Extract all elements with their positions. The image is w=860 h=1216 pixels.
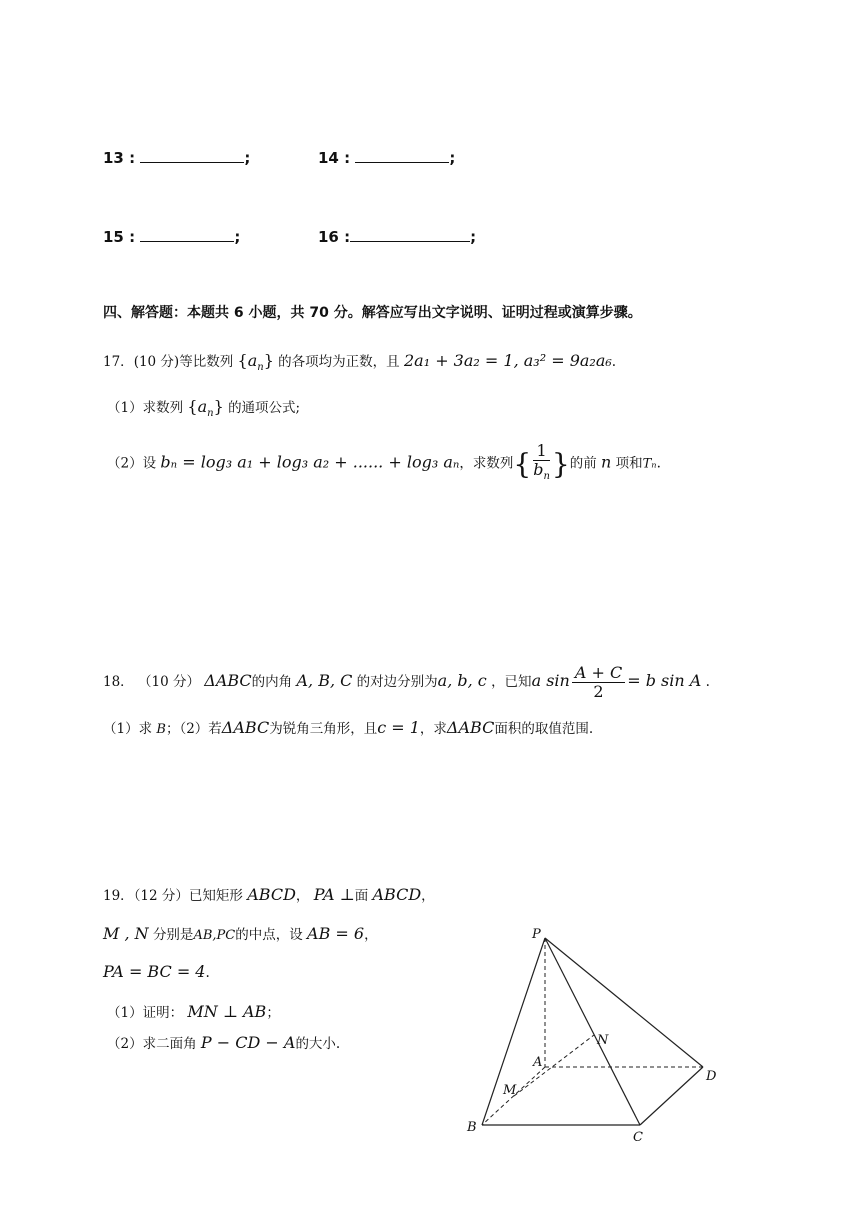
q18-eq-right: = b sin A [627,671,702,690]
segment-MN [514,1035,594,1096]
label-P: P [532,927,541,942]
label-N: N [597,1033,609,1048]
q19-line2-b: 分别是 [152,927,194,943]
q18-part2-a: （2）若 [179,721,222,737]
q19-part1-end: ； [266,1005,280,1021]
edge-PC [545,938,640,1125]
q19-part2-c: 的大小. [295,1036,341,1052]
q17-reciprocal-fraction [533,442,550,486]
q19-part2-b: P − CD − A [200,1033,296,1052]
q18-number: 18． [103,674,134,690]
edge-CD [640,1067,703,1125]
q18-triangle: ΔABC [204,671,252,690]
section-four-heading: 四、解答题：本题共 6 小题，共 70 分。解答应写出文字说明、证明过程或演算步骤。 [103,305,642,321]
blank-13-label: 13 : [103,149,136,167]
label-A: A [533,1055,543,1070]
q19-comma-2: ， [421,888,435,904]
q19-part2 [107,1032,340,1052]
answer-line-16[interactable] [350,225,470,242]
q17-part1-seq-symbol: $\{a_n\}$ [187,397,224,420]
q19-rect-2: ABCD [372,885,422,904]
q17-left-brace: { [513,447,532,481]
blank-14-label: 14 : [318,149,351,167]
q17-part2-d: 项和 [615,455,643,472]
q19-line2 [103,923,378,943]
q17-part2-label: （2） [107,455,143,472]
blank-15-terminator: ; [234,228,241,246]
q17-part2-c: 的前 [569,455,597,472]
q17-stem-a: 等比数列 [179,354,234,370]
q18-points: （10 分） [137,674,200,690]
q18-parts [103,717,593,737]
q18-stem [103,664,710,701]
q17-part2-T: Tₙ [642,456,657,472]
q17-part2-formula: bₙ = log₃ a₁ + log₃ a₂ + ...... + log₃ aₙ [160,452,460,472]
q19-line2-comma: ， [364,927,378,943]
q19-line2-c: AB,PC [193,928,236,943]
q17-number: 17． [103,354,134,370]
q17-period: . [611,354,617,370]
q17-part1-label: （1） [107,400,143,416]
blank-14-terminator: ; [449,149,456,167]
answer-line-13[interactable] [140,146,244,163]
q19-stem [103,884,435,904]
answer-line-15[interactable] [140,225,234,242]
q18-eq-left: a sin [531,671,570,690]
q18-part2-d: ，求 [419,721,447,737]
q18-part2-triangle: ΔABC [221,718,270,737]
q17-part2-b: ，求数列 [459,455,514,472]
blank-13 [103,146,250,167]
q17-part2-n: n [601,452,612,472]
q19-points-MN: M , N [103,924,149,943]
label-D: D [706,1069,717,1084]
q17-stem-b: 的各项均为正数，且 [278,354,400,370]
edge-PD [545,938,703,1067]
q17-right-brace: } [551,447,570,481]
q17-part1-b: 的通项公式; [228,400,301,416]
q19-line2-e: AB = 6 [307,924,365,943]
q19-comma: ， [295,888,310,904]
blank-16-label: 16 : [318,228,351,246]
blank-16-terminator: ; [470,228,477,246]
q19-stem-a: 已知矩形 [188,888,243,904]
q19-rect: ABCD [247,885,296,904]
q17-condition: 2a₁ + 3a₂ = 1, a₃² = 9a₂a₆ [403,351,612,370]
q17-fraction-den: $b_n$ [533,460,550,483]
q18-fraction-num: A + C [572,664,625,683]
q18-part1-end: ； [165,721,180,737]
blank-15-label: 15 : [103,228,136,246]
q17-fraction-num: 1 [533,442,550,461]
q18-fraction-den: 2 [593,682,604,701]
q17-part2-end: . [656,455,661,472]
q18-period: . [705,674,710,690]
blank-16 [318,225,476,246]
q18-part1-B: B [156,722,166,737]
q19-points: （12 分） [133,888,189,904]
q19-part2-a: （2）求二面角 [107,1036,197,1052]
q18-stem-a: 的内角 [251,674,293,690]
q18-angles: A, B, C [296,671,353,690]
q18-part2-e: 面积的取值范围. [494,721,594,737]
blank-14 [318,146,455,167]
pyramid-figure [460,920,740,1150]
label-B: B [467,1120,477,1135]
q17-points: (10 分) [133,354,180,370]
q19-line3: PA = BC = 4. [103,962,210,981]
q17-part2-a: 设 [142,455,157,472]
q18-fraction [572,664,625,701]
q18-sides: a, b, c [437,671,487,690]
answer-line-14[interactable] [355,146,449,163]
q19-perp: PA ⊥ [313,885,355,904]
q18-stem-c: ，已知 [491,674,532,690]
q17-part2 [107,442,661,486]
q18-stem-b: 的对边分别为 [356,674,438,690]
q17-seq-symbol: $\{a_n\}$ [237,351,274,374]
label-M: M [503,1083,517,1098]
q19-line3-eq: PA = BC = 4 [103,962,206,981]
label-C: C [633,1130,643,1145]
q18-part2-b: 为锐角三角形，且 [269,721,378,737]
q18-part2-c: c = 1 [377,718,420,737]
q19-stem-b: 面 [354,888,369,904]
q17-stem [103,350,616,373]
q19-line2-d: 的中点，设 [235,927,303,943]
q19-part1-a: （1）证明： [107,1005,184,1021]
q18-part2-triangle-2: ΔABC [446,718,495,737]
q19-part1 [107,1001,280,1021]
q17-part1-a: 求数列 [142,400,184,416]
q19-number: 19． [103,888,134,904]
q18-part1: （1）求 [103,721,153,737]
blank-15 [103,225,240,246]
blank-13-terminator: ; [244,149,251,167]
q17-part1 [107,396,300,419]
q19-part1-b: MN ⊥ AB [187,1002,267,1021]
